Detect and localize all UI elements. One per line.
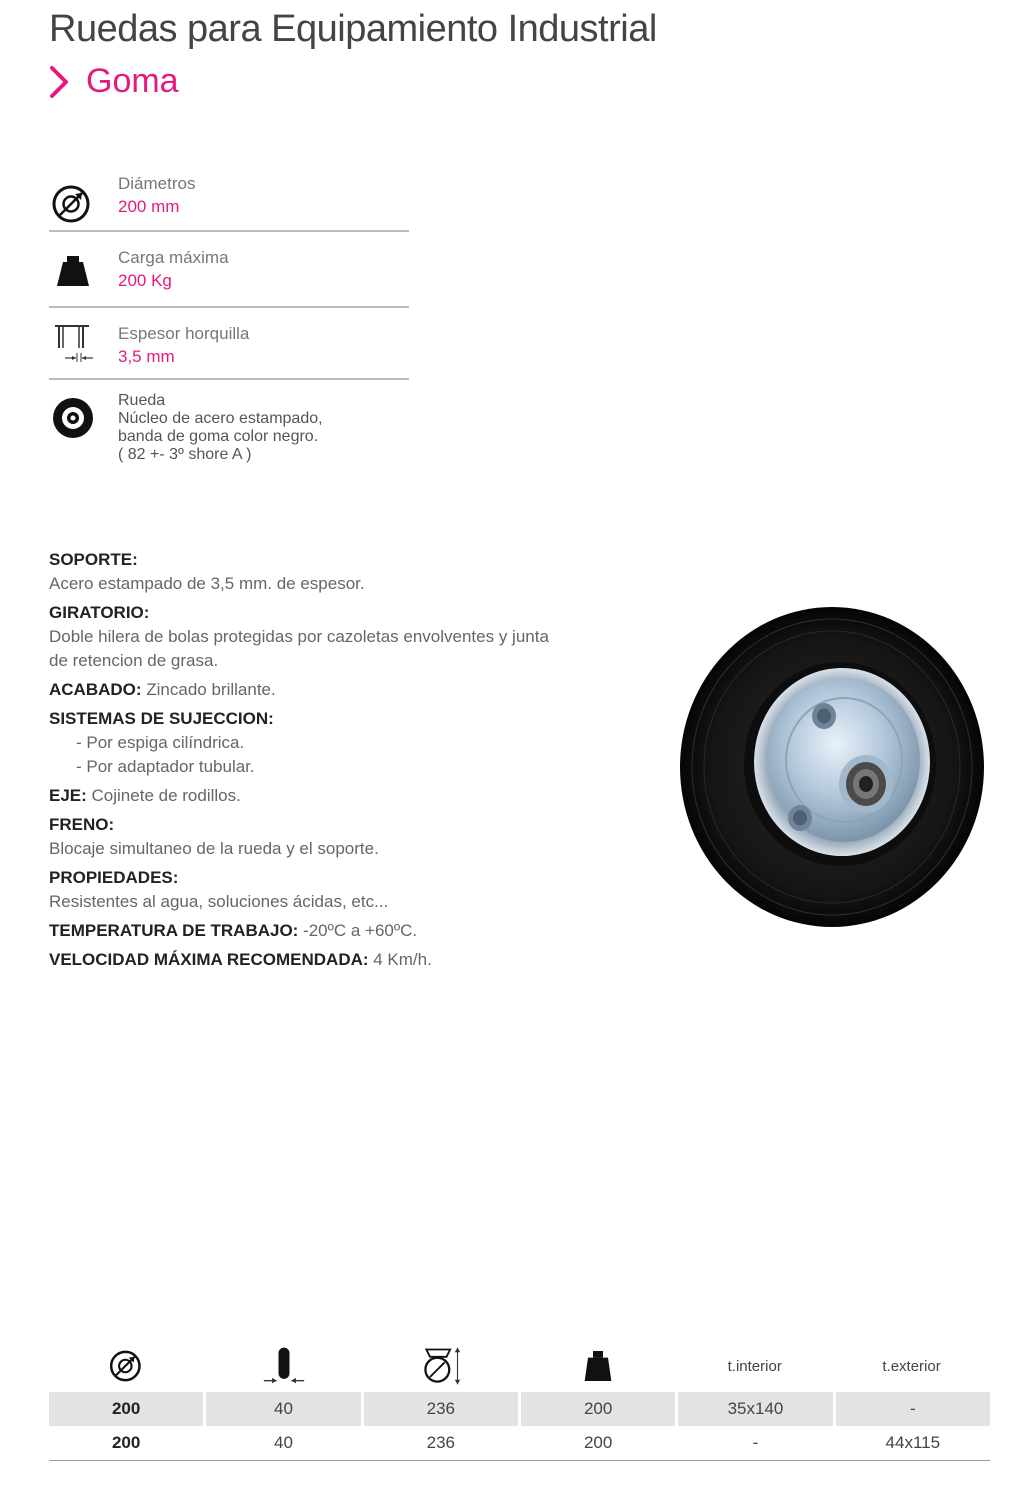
freno-heading: FRENO: [49, 815, 115, 834]
table-cell: 200 [49, 1392, 203, 1426]
weight-icon [49, 248, 97, 296]
spec-list [49, 172, 409, 464]
table-cell: 44x115 [885, 1433, 941, 1452]
wheel-width-icon [262, 1344, 306, 1388]
diameter-icon [49, 180, 97, 228]
giratorio-text: de retencion de grasa. [49, 651, 219, 670]
spec-value: banda de goma color negro. [118, 428, 319, 445]
page-title: Ruedas para Equipamiento Industrial [49, 8, 657, 50]
col-wheel-width [206, 1344, 363, 1388]
velocidad-line [49, 948, 649, 972]
table-cell: 40 [274, 1433, 293, 1452]
velocidad-heading: VELOCIDAD MÁXIMA RECOMENDADA: [49, 950, 369, 969]
freno-text: Blocaje simultaneo de la rueda y el soporte. [49, 839, 379, 858]
total-height-icon [419, 1344, 463, 1388]
acabado-text: Zincado brillante. [141, 680, 276, 699]
spec-label: Rueda [118, 392, 166, 409]
sujeccion-item: - Por adaptador tubular. [76, 757, 255, 776]
col-diameter [49, 1346, 206, 1386]
table-cell: 200 [583, 1433, 613, 1452]
col-total-height [363, 1344, 520, 1388]
subtitle-row [46, 62, 179, 101]
specs-table [49, 1340, 990, 1461]
velocidad-text: 4 Km/h. [368, 950, 432, 969]
table-cell: 200 [521, 1392, 675, 1426]
table-cell: 35x140 [678, 1392, 832, 1426]
diameter-icon [107, 1346, 147, 1386]
spec-value: 3,5 mm [118, 347, 175, 366]
soporte-text: Acero estampado de 3,5 mm. de espesor. [49, 574, 365, 593]
weight-icon [578, 1346, 618, 1386]
spec-label: Espesor horquilla [118, 324, 250, 343]
spec-value: ( 82 +- 3º shore A ) [118, 446, 252, 463]
col-t-interior: t.interior [727, 1357, 782, 1375]
temperatura-line [49, 919, 649, 943]
spec-value: Núcleo de acero estampado, [118, 410, 323, 427]
product-description [49, 548, 649, 972]
spec-wheel [49, 380, 409, 464]
temperatura-text: -20ºC a +60ºC. [298, 921, 418, 940]
eje-heading: EJE: [49, 786, 87, 805]
table-cell: - [752, 1433, 759, 1452]
spec-max-load [49, 232, 409, 308]
chevron-right-icon [46, 65, 72, 99]
acabado-heading: ACABADO: [49, 680, 142, 699]
eje-text: Cojinete de rodillos. [86, 786, 241, 805]
spec-label: Diámetros [118, 174, 196, 193]
table-row [49, 1392, 990, 1426]
table-header [49, 1340, 990, 1392]
spec-value: 200 Kg [118, 271, 172, 290]
giratorio-text: Doble hilera de bolas protegidas por cazoletas envolventes y junta [49, 627, 549, 646]
table-cell: 236 [364, 1392, 518, 1426]
wheel-icon [49, 394, 97, 442]
soporte-heading: SOPORTE: [49, 550, 138, 569]
propiedades-heading: PROPIEDADES: [49, 868, 179, 887]
fork-thickness-icon [49, 320, 97, 368]
acabado-line [49, 678, 649, 702]
table-cell: 200 [111, 1433, 141, 1452]
eje-line [49, 784, 649, 808]
table-row [49, 1426, 990, 1461]
col-t-exterior: t.exterior [882, 1357, 941, 1375]
spec-label: Carga máxima [118, 248, 229, 267]
sujeccion-item: - Por espiga cilíndrica. [76, 733, 245, 752]
table-cell: - [836, 1392, 990, 1426]
spec-value: 200 mm [118, 197, 180, 216]
col-max-load [519, 1346, 676, 1386]
spec-diameter [49, 172, 409, 232]
giratorio-heading: GIRATORIO: [49, 603, 150, 622]
temperatura-heading: TEMPERATURA DE TRABAJO: [49, 921, 299, 940]
table-cell: 236 [426, 1433, 455, 1452]
product-wheel-image [678, 604, 988, 930]
sujeccion-heading: SISTEMAS DE SUJECCION: [49, 709, 274, 728]
table-cell: 40 [206, 1392, 360, 1426]
category-subtitle: Goma [86, 62, 179, 100]
propiedades-text: Resistentes al agua, soluciones ácidas, etc... [49, 892, 389, 911]
spec-fork-thickness [49, 308, 409, 380]
